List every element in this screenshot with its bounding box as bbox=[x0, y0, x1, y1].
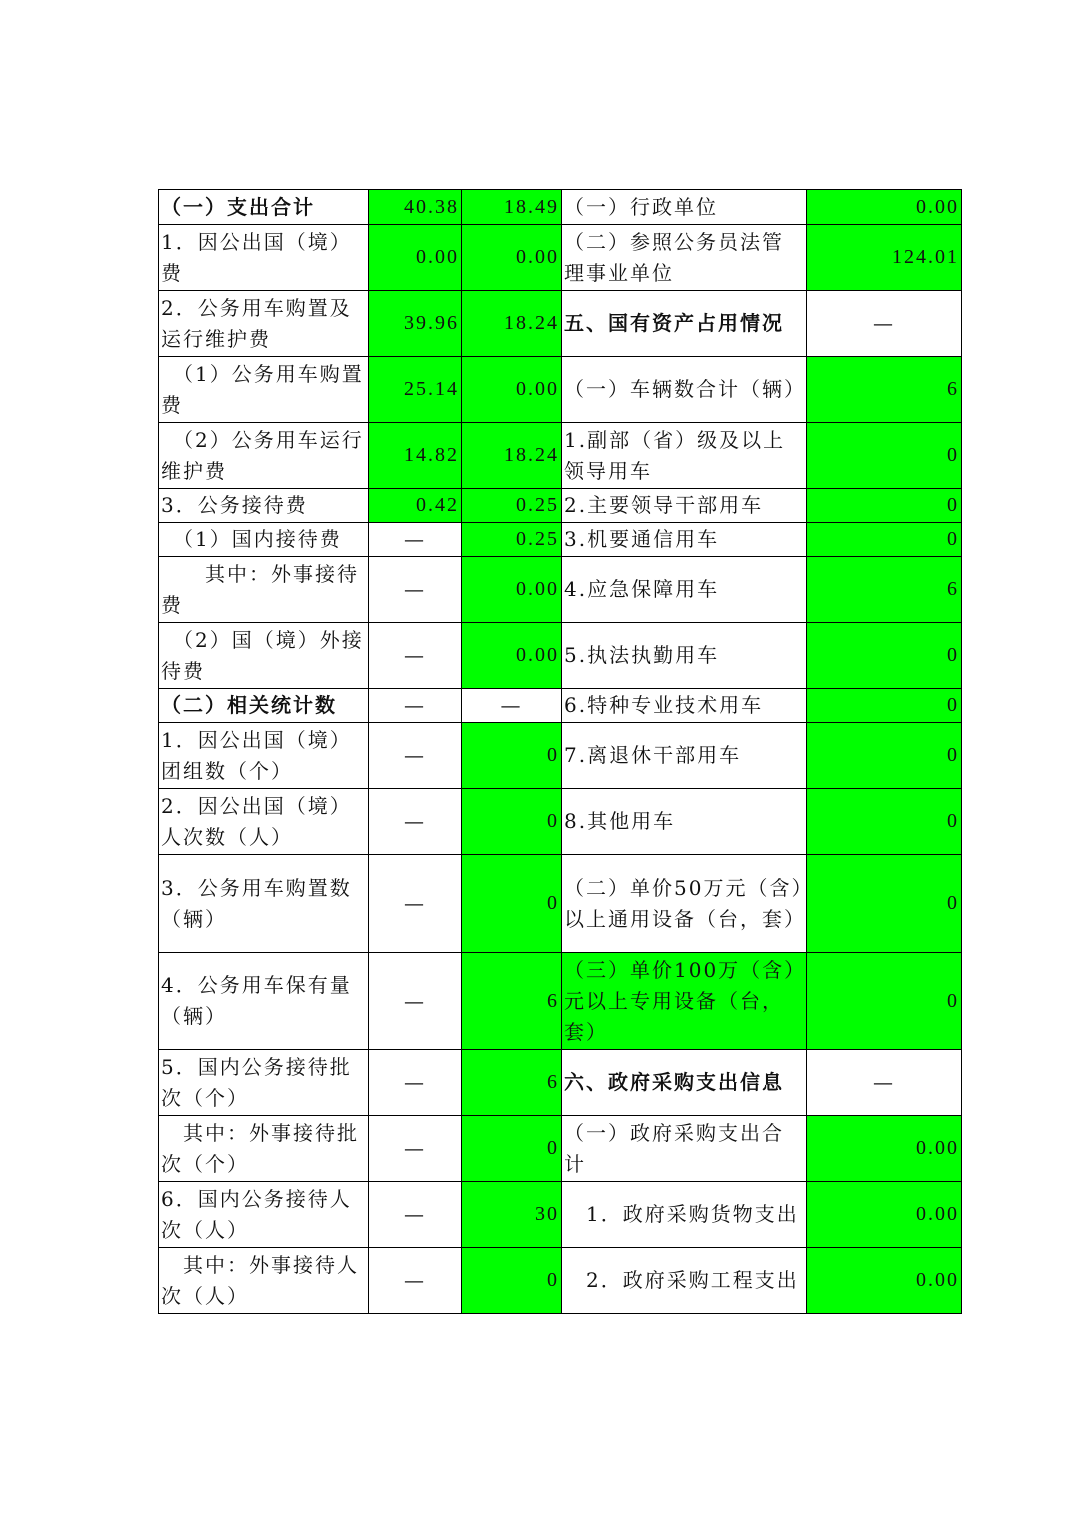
value-cell: 0.00 bbox=[462, 357, 562, 423]
row-label: 3．公务接待费 bbox=[159, 489, 369, 523]
value-cell: 14.82 bbox=[369, 423, 462, 489]
row-label: 6．国内公务接待人次（人） bbox=[159, 1182, 369, 1248]
value-cell: — bbox=[369, 1050, 462, 1116]
value-cell: — bbox=[369, 855, 462, 953]
value-cell: 6 bbox=[462, 1050, 562, 1116]
row-label: （2）公务用车运行维护费 bbox=[159, 423, 369, 489]
row-label: （1）公务用车购置费 bbox=[159, 357, 369, 423]
row-label: 4．公务用车保有量（辆） bbox=[159, 953, 369, 1050]
value-cell: 0 bbox=[462, 1248, 562, 1314]
value-cell: 25.14 bbox=[369, 357, 462, 423]
value-cell: 0 bbox=[462, 855, 562, 953]
value-cell: 18.24 bbox=[462, 423, 562, 489]
row-label: 3．公务用车购置数（辆） bbox=[159, 855, 369, 953]
value-cell: — bbox=[369, 689, 462, 723]
table-row bbox=[159, 489, 962, 523]
row-label: 6.特种专业技术用车 bbox=[562, 689, 807, 723]
table-row bbox=[159, 423, 962, 489]
value-cell: 0.00 bbox=[462, 225, 562, 291]
value-cell: — bbox=[369, 1248, 462, 1314]
row-label: 1．因公出国（境）费 bbox=[159, 225, 369, 291]
value-cell: 39.96 bbox=[369, 291, 462, 357]
table-row bbox=[159, 1182, 962, 1248]
value-cell: 0.00 bbox=[807, 1182, 962, 1248]
value-cell: 18.49 bbox=[462, 190, 562, 225]
value-cell: 124.01 bbox=[807, 225, 962, 291]
table-row bbox=[159, 357, 962, 423]
row-label: 1.副部（省）级及以上领导用车 bbox=[562, 423, 807, 489]
value-cell: — bbox=[369, 523, 462, 557]
row-label: 4.应急保障用车 bbox=[562, 557, 807, 623]
table-row bbox=[159, 1116, 962, 1182]
value-cell: — bbox=[369, 1116, 462, 1182]
row-label: （二）相关统计数 bbox=[159, 689, 369, 723]
value-cell: 0 bbox=[462, 1116, 562, 1182]
table-row bbox=[159, 225, 962, 291]
value-cell: 0.00 bbox=[462, 557, 562, 623]
value-cell: — bbox=[369, 557, 462, 623]
value-cell: — bbox=[369, 789, 462, 855]
value-cell: 0 bbox=[807, 423, 962, 489]
value-cell: 0.00 bbox=[462, 623, 562, 689]
table-row bbox=[159, 190, 962, 225]
table-row bbox=[159, 623, 962, 689]
value-cell: 0.42 bbox=[369, 489, 462, 523]
table-row bbox=[159, 689, 962, 723]
row-label: 1．因公出国（境）团组数（个） bbox=[159, 723, 369, 789]
value-cell: — bbox=[369, 723, 462, 789]
table-row bbox=[159, 953, 962, 1050]
table-row bbox=[159, 723, 962, 789]
value-cell: 0 bbox=[462, 789, 562, 855]
value-cell: 6 bbox=[807, 557, 962, 623]
table-row bbox=[159, 855, 962, 953]
row-label: （1）国内接待费 bbox=[159, 523, 369, 557]
row-label: 2.主要领导干部用车 bbox=[562, 489, 807, 523]
row-label: 其中：外事接待批次（个） bbox=[159, 1116, 369, 1182]
row-label: （一）行政单位 bbox=[562, 190, 807, 225]
value-cell: — bbox=[369, 1182, 462, 1248]
row-label: （三）单价100万（含）元以上专用设备（台，套） bbox=[562, 953, 807, 1050]
table-row bbox=[159, 1050, 962, 1116]
section-heading: 六、政府采购支出信息 bbox=[562, 1050, 807, 1116]
row-label: 2．公务用车购置及运行维护费 bbox=[159, 291, 369, 357]
section-heading: 五、国有资产占用情况 bbox=[562, 291, 807, 357]
value-cell: 0.00 bbox=[807, 190, 962, 225]
row-label: 其中：外事接待费 bbox=[159, 557, 369, 623]
row-label: 2．政府采购工程支出 bbox=[562, 1248, 807, 1314]
row-label: （二）单价50万元（含）以上通用设备（台，套） bbox=[562, 855, 807, 953]
table-row bbox=[159, 291, 962, 357]
value-cell: 6 bbox=[807, 357, 962, 423]
row-label: 3.机要通信用车 bbox=[562, 523, 807, 557]
value-cell: 0 bbox=[807, 789, 962, 855]
value-cell: — bbox=[807, 291, 962, 357]
value-cell: 0 bbox=[807, 855, 962, 953]
row-label: （一）车辆数合计（辆） bbox=[562, 357, 807, 423]
value-cell: 0 bbox=[807, 523, 962, 557]
row-label: 5.执法执勤用车 bbox=[562, 623, 807, 689]
value-cell: 0.00 bbox=[807, 1248, 962, 1314]
row-label: 2．因公出国（境）人次数（人） bbox=[159, 789, 369, 855]
value-cell: 0 bbox=[462, 723, 562, 789]
value-cell: 0.25 bbox=[462, 489, 562, 523]
value-cell: 18.24 bbox=[462, 291, 562, 357]
value-cell: 0.00 bbox=[369, 225, 462, 291]
row-label: 8.其他用车 bbox=[562, 789, 807, 855]
table-row bbox=[159, 1248, 962, 1314]
value-cell: 30 bbox=[462, 1182, 562, 1248]
value-cell: 0 bbox=[807, 953, 962, 1050]
row-label: 5．国内公务接待批次（个） bbox=[159, 1050, 369, 1116]
budget-table bbox=[158, 189, 962, 1314]
row-label: （一）政府采购支出合计 bbox=[562, 1116, 807, 1182]
value-cell: — bbox=[369, 953, 462, 1050]
row-label: 7.离退休干部用车 bbox=[562, 723, 807, 789]
table-row bbox=[159, 789, 962, 855]
value-cell: — bbox=[807, 1050, 962, 1116]
value-cell: 0 bbox=[807, 623, 962, 689]
row-label: （2）国（境）外接待费 bbox=[159, 623, 369, 689]
row-label: 1．政府采购货物支出 bbox=[562, 1182, 807, 1248]
table-row bbox=[159, 557, 962, 623]
value-cell: 0 bbox=[807, 723, 962, 789]
value-cell: 0 bbox=[807, 689, 962, 723]
value-cell: 0.00 bbox=[807, 1116, 962, 1182]
value-cell: — bbox=[369, 623, 462, 689]
table-row bbox=[159, 523, 962, 557]
row-label: （二）参照公务员法管理事业单位 bbox=[562, 225, 807, 291]
value-cell: — bbox=[462, 689, 562, 723]
row-label: 其中：外事接待人次（人） bbox=[159, 1248, 369, 1314]
value-cell: 0.25 bbox=[462, 523, 562, 557]
value-cell: 0 bbox=[807, 489, 962, 523]
row-label: （一）支出合计 bbox=[159, 190, 369, 225]
value-cell: 6 bbox=[462, 953, 562, 1050]
value-cell: 40.38 bbox=[369, 190, 462, 225]
